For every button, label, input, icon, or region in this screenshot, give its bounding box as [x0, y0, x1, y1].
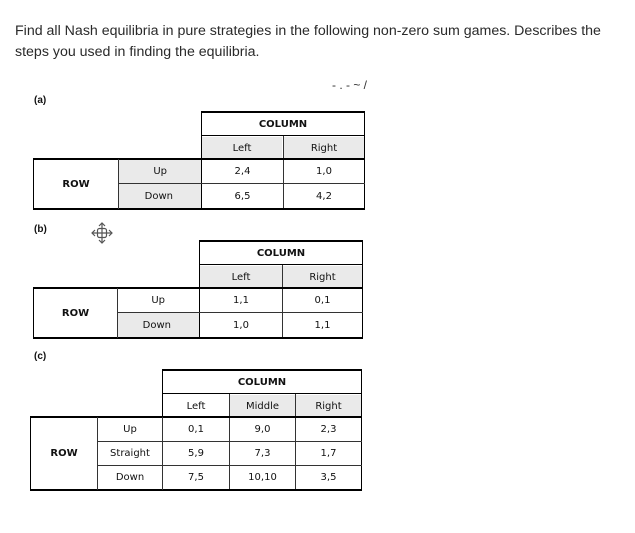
game-c-payoff-down-left: 7,5 [188, 472, 204, 483]
game-c-payoff-up-left: 0,1 [188, 424, 204, 435]
game-c-payoff-down-middle: 10,10 [248, 472, 277, 483]
game-b-row-up: Up [151, 295, 165, 306]
game-b-payoff-down-left: 1,0 [233, 319, 249, 331]
game-b-row-title: ROW [61, 307, 90, 319]
game-c-label: (c) [34, 351, 47, 362]
game-b-payoff-up-left: 1,1 [233, 295, 249, 306]
question-text: Find all Nash equilibria in pure strategies in the following non-zero sum games. Describes the steps you used in finding the equilibria. [15, 23, 601, 60]
game-b-payoff-up-right: 0,1 [314, 295, 331, 306]
game-c-row-down: Down [115, 472, 145, 483]
game-a-payoff-down-left: 6,5 [234, 190, 251, 202]
game-a-row-up: Up [119, 160, 201, 183]
game-c-col-left: Left [186, 400, 206, 412]
game-b-label: (b) [34, 224, 47, 235]
game-c-payoff-down-right: 3,5 [320, 472, 337, 483]
game-b-col-left: Left [200, 266, 282, 288]
game-b-col-right: Right [283, 266, 362, 288]
game-c-payoff-up-middle: 9,0 [254, 424, 271, 435]
game-c-row-title: ROW [50, 448, 78, 459]
game-c-col-middle: Middle [230, 395, 295, 417]
stray-marks: - . - ~ / [332, 78, 368, 92]
game-a-payoff-up-right: 1,0 [316, 166, 332, 177]
game-a-row-title: ROW [62, 178, 90, 190]
game-c-col-right: Right [296, 395, 361, 417]
game-c-payoff-straight-left: 5,9 [188, 448, 204, 459]
game-c-payoff-straight-right: 1,7 [320, 448, 337, 459]
game-b-column-title: COLUMN [256, 247, 306, 259]
game-b-row-down: Down [118, 313, 199, 337]
game-c-column-title: COLUMN [237, 376, 287, 388]
game-a-payoff-down-right: 4,2 [316, 190, 332, 202]
game-a-col-left: Left [202, 137, 282, 159]
game-c-row-up: Up [123, 424, 137, 435]
move-arrows-icon[interactable] [90, 221, 114, 245]
game-a-column-title: COLUMN [258, 118, 308, 130]
game-b-payoff-down-right: 1,1 [314, 319, 331, 331]
game-c-payoff-up-right: 2,3 [320, 424, 337, 435]
game-a-row-down: Down [119, 184, 201, 208]
game-a-label: (a) [34, 95, 47, 106]
game-a-payoff-up-left: 2,4 [234, 166, 251, 177]
game-c-payoff-straight-middle: 7,3 [254, 448, 271, 459]
game-c-row-straight: Straight [110, 448, 150, 459]
game-a-col-right: Right [284, 137, 364, 159]
